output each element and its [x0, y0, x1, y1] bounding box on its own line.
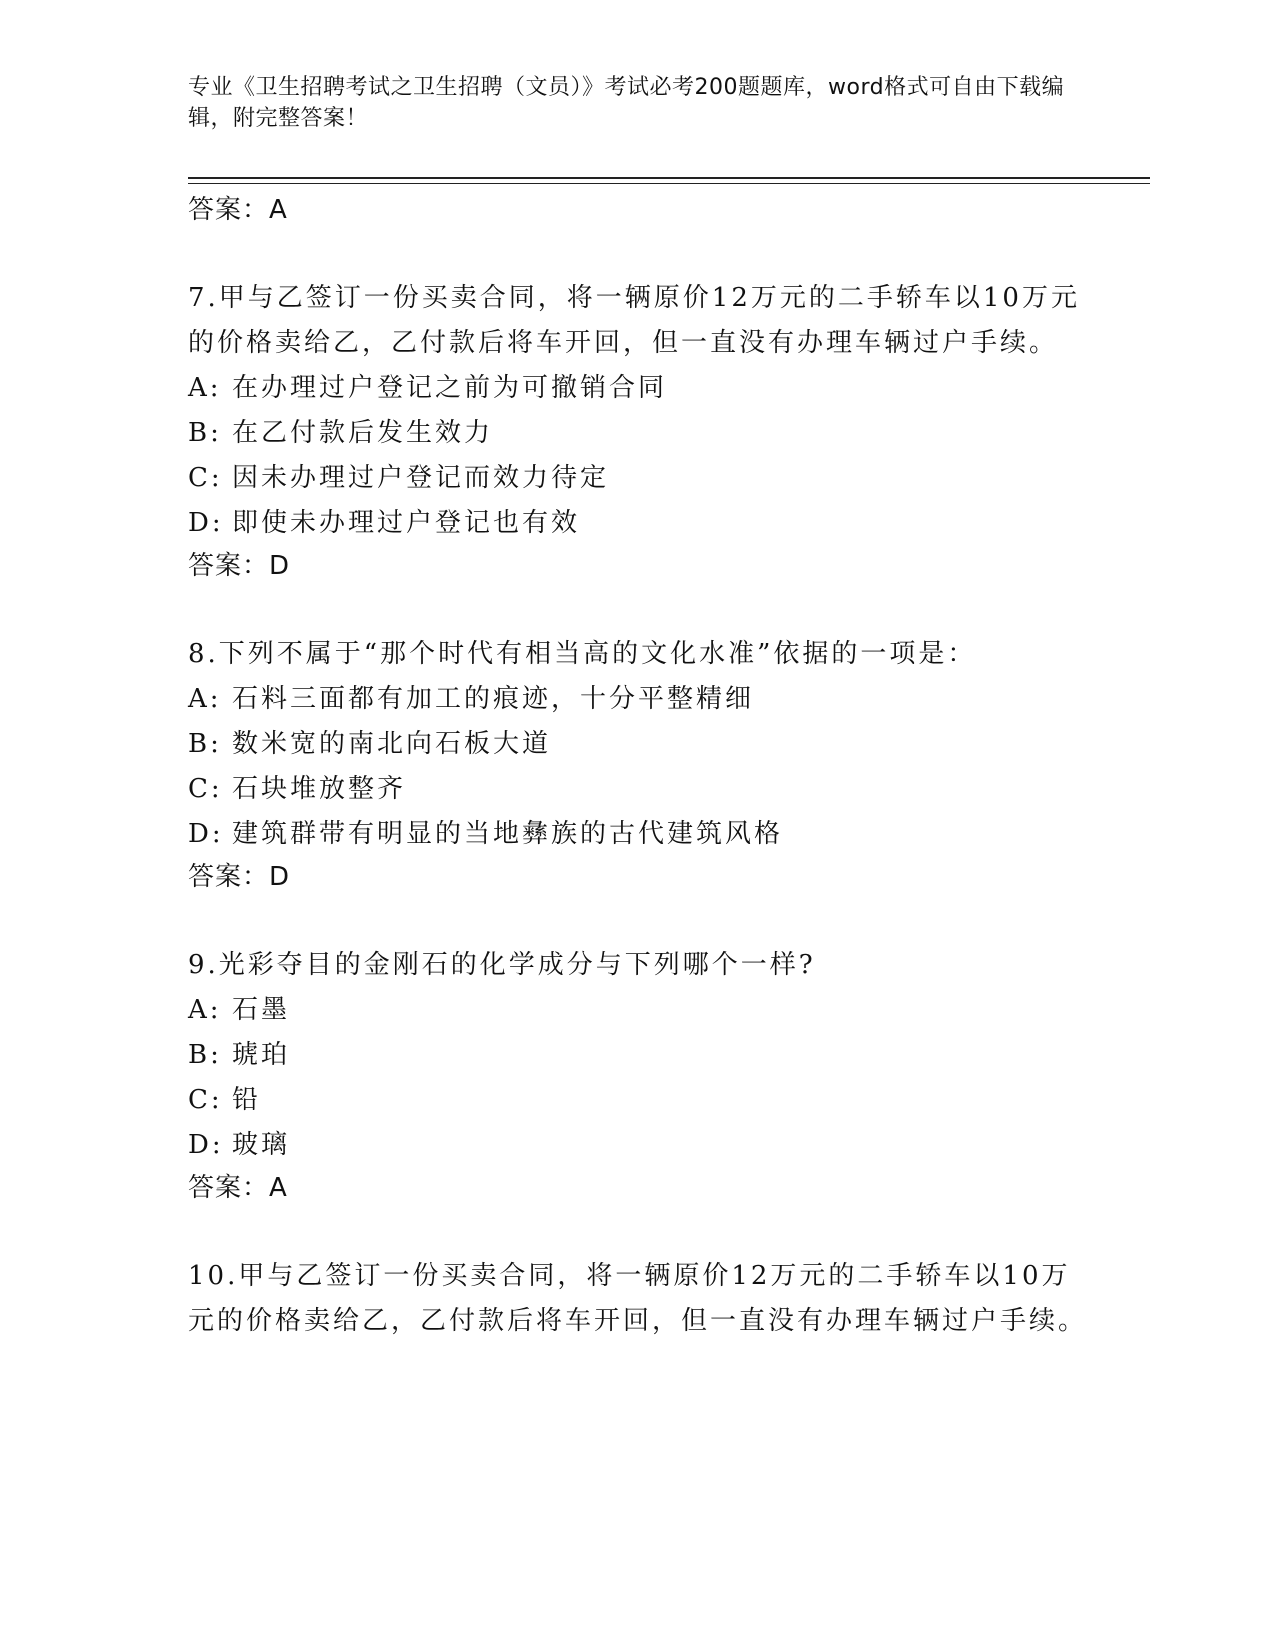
- question-8-option-c: [188, 767, 1088, 812]
- option-letter: A:: [188, 684, 222, 714]
- option-text: 石料三面都有加工的痕迹，十分平整精细: [232, 684, 755, 714]
- question-7-option-d: [188, 501, 1088, 546]
- option-letter: C:: [188, 463, 223, 493]
- option-text: 即使未办理过户登记也有效: [232, 508, 581, 538]
- question-8-option-d: [188, 812, 1088, 857]
- option-letter: A:: [188, 995, 222, 1025]
- question-8-option-a: [188, 677, 1088, 722]
- question-9-option-b: [188, 1033, 1088, 1078]
- question-list: [188, 190, 1088, 1344]
- question-9-text: 9.光彩夺目的金刚石的化学成分与下列哪个一样?: [188, 950, 816, 980]
- answer-8: 答案：D: [188, 862, 291, 892]
- option-letter: D:: [188, 1130, 224, 1160]
- option-text: 数米宽的南北向石板大道: [232, 729, 552, 759]
- option-text: 在乙付款后发生效力: [232, 418, 494, 448]
- option-letter: B:: [188, 418, 222, 448]
- option-text: 石块堆放整齐: [232, 774, 407, 804]
- option-letter: D:: [188, 508, 224, 538]
- option-text: 琥珀: [232, 1040, 291, 1070]
- option-letter: C:: [188, 1085, 223, 1115]
- question-7-option-c: [188, 456, 1088, 501]
- answer-9: 答案：A: [188, 1173, 288, 1203]
- answer-6: 答案：A: [188, 195, 288, 225]
- question-8-text: 8.下列不属于“那个时代有相当高的文化水准”依据的一项是：: [188, 639, 977, 669]
- question-8-option-b: [188, 722, 1088, 767]
- question-7-option-a: [188, 366, 1088, 411]
- option-letter: B:: [188, 1040, 222, 1070]
- question-9-option-d: [188, 1123, 1088, 1168]
- option-text: 建筑群带有明显的当地彝族的古代建筑风格: [232, 819, 784, 849]
- option-letter: C:: [188, 774, 223, 804]
- question-7-text: 7.甲与乙签订一份买卖合同，将一辆原价12万元的二手轿车以10万元的价格卖给乙，乙付款后将车开回，但一直没有办理车辆过户手续。: [188, 283, 1080, 358]
- question-10: [188, 1254, 1088, 1344]
- header-divider-thin: [188, 183, 1150, 184]
- answer-7: 答案：D: [188, 551, 291, 581]
- question-7-option-b: [188, 411, 1088, 456]
- option-text: 石墨: [232, 995, 291, 1025]
- option-letter: D:: [188, 819, 224, 849]
- option-text: 在办理过户登记之前为可撤销合同: [232, 373, 668, 403]
- question-9: [188, 943, 1088, 1208]
- option-letter: A:: [188, 373, 222, 403]
- question-8: [188, 632, 1088, 897]
- document-header: 专业《卫生招聘考试之卫生招聘（文员）》考试必考200题题库，word格式可自由下载编辑，附完整答案！: [188, 75, 1065, 131]
- option-text: 因未办理过户登记而效力待定: [232, 463, 610, 493]
- question-9-option-a: [188, 988, 1088, 1033]
- option-letter: B:: [188, 729, 222, 759]
- header-divider-thick: [188, 177, 1150, 179]
- question-9-option-c: [188, 1078, 1088, 1123]
- question-7: [188, 276, 1088, 586]
- question-10-text: 10.甲与乙签订一份买卖合同，将一辆原价12万元的二手轿车以10万元的价格卖给乙，乙付款后将车开回，但一直没有办理车辆过户手续。: [188, 1261, 1088, 1336]
- option-text: 铅: [232, 1085, 262, 1115]
- option-text: 玻璃: [232, 1130, 291, 1160]
